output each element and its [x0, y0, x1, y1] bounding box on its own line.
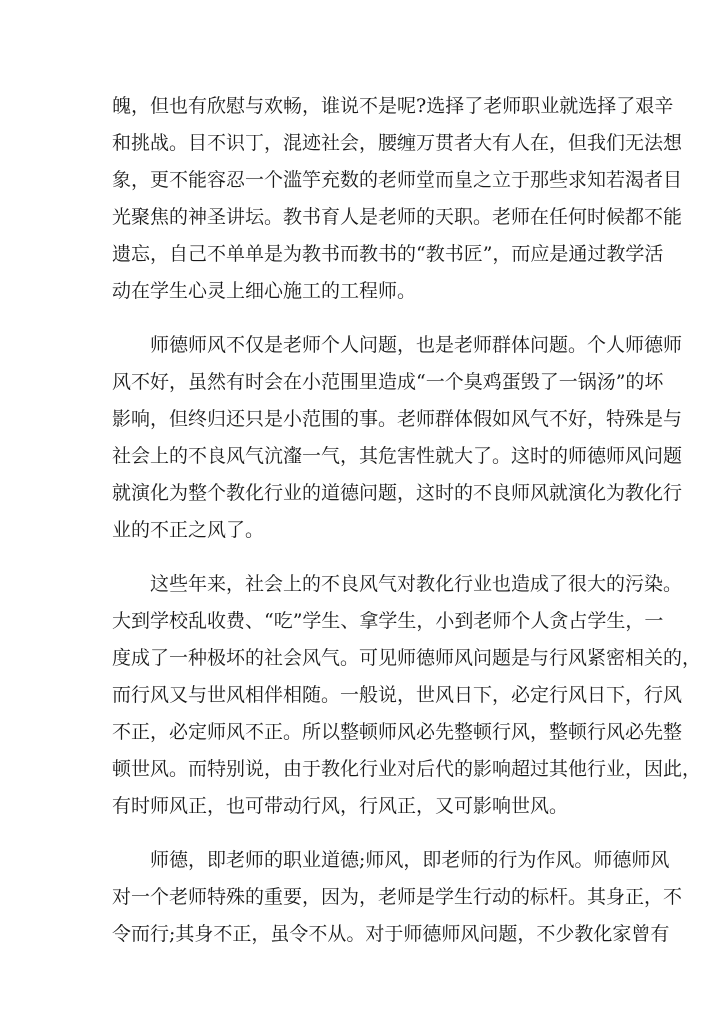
text-line: 师德，即老师的职业道德;师风，即老师的行为作风。师德师风 — [150, 849, 670, 871]
text-line: 师德师风不仅是老师个人问题，也是老师群体问题。个人师德师 — [150, 334, 683, 356]
text-line: 顿世风。而特别说，由于教化行业对后代的影响超过其他行业，因此， — [112, 758, 702, 780]
paragraph-1 — [112, 88, 683, 310]
text-line: 象，更不能容忍一个滥竽充数的老师堂而皇之立于那些求知若渴者目 — [112, 169, 683, 191]
text-line: 魄，但也有欣慰与欢畅，谁说不是呢?选择了老师职业就选择了艰辛 — [112, 95, 674, 117]
text-line: 影响，但终归还只是小范围的事。老师群体假如风气不好，特殊是与 — [112, 408, 683, 430]
text-line: 和挑战。目不识丁，混迹社会，腰缠万贯者大有人在，但我们无法想 — [112, 132, 683, 154]
paragraph-2 — [112, 327, 683, 549]
text-line: 有时师风正，也可带动行风，行风正，又可影响世风。 — [112, 795, 569, 817]
text-line: 对一个老师特殊的重要，因为，老师是学生行动的标杆。其身正，不 — [112, 886, 683, 908]
text-line: 不正，必定师风不正。所以整顿师风必先整顿行风，整顿行风必先整 — [112, 721, 683, 743]
text-line: 业的不正之风了。 — [112, 519, 265, 541]
text-line: 度成了一种极坏的社会风气。可见师德师风问题是与行风紧密相关的， — [112, 647, 702, 669]
text-line: 遗忘，自己不单单是为教书而教书的“教书匠”，而应是通过教学活 — [112, 243, 664, 265]
text-line: 令而行;其身不正，虽令不从。对于师德师风问题，不少教化家曾有 — [112, 923, 670, 945]
paragraph-3 — [112, 566, 702, 825]
text-line: 风不好，虽然有时会在小范围里造成“一个臭鸡蛋毁了一锅汤”的坏 — [112, 371, 664, 393]
text-line: 大到学校乱收费、“吃”学生、拿学生，小到老师个人贪占学生，一 — [112, 610, 664, 632]
text-line: 就演化为整个教化行业的道德问题，这时的不良师风就演化为教化行 — [112, 482, 683, 504]
text-line: 社会上的不良风气沆瀣一气，其危害性就大了。这时的师德师风问题 — [112, 445, 683, 467]
text-line: 动在学生心灵上细心施工的工程师。 — [112, 280, 417, 302]
text-line: 而行风又与世风相伴相随。一般说，世风日下，必定行风日下，行风 — [112, 684, 683, 706]
body-text — [112, 88, 702, 953]
text-line: 光聚焦的神圣讲坛。教书育人是老师的天职。老师在任何时候都不能 — [112, 206, 683, 228]
text-line: 这些年来，社会上的不良风气对教化行业也造成了很大的污染。 — [150, 573, 683, 595]
paragraph-4 — [112, 842, 683, 953]
